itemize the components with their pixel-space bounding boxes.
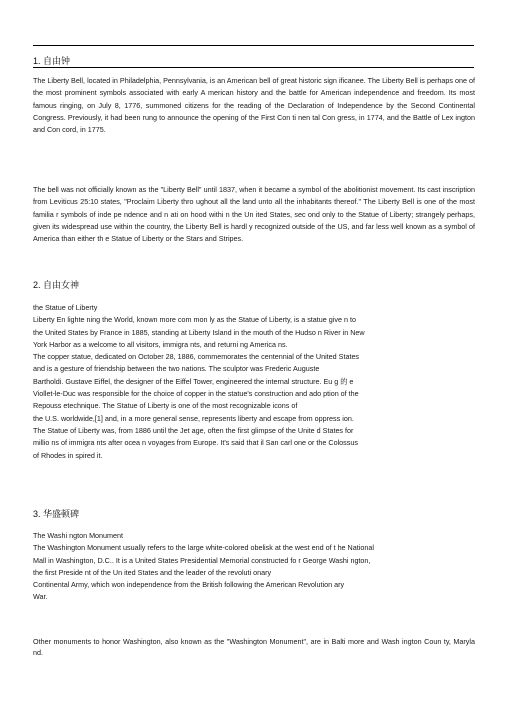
text-line: Repouss etechnique. The Statue of Liberty is one of the most recognizable icons of (33, 401, 298, 411)
section-washington-monument-text (33, 530, 475, 604)
text-line: Bartholdi. Gustave Eiffel, the designer of the Eiffel Tower, engineered the internal structure. Eu g 的 e (33, 376, 354, 386)
text-line: Continental Army, which won independence from the British following the American Revolution ary (33, 580, 345, 590)
text-line: The Statue of Liberty was, from 1886 until the Jet age, often the first glimpse of the Unite d States for (33, 425, 354, 435)
text-line: the United States by France in 1885, standing at Liberty Island in the mouth of the Hudso n River in New (33, 327, 365, 337)
text-line: York Harbor as a welcome to all visitors, immigra nts, and returni ng America ns. (33, 339, 288, 349)
text-line: of Rhodes in spired it. (33, 450, 103, 460)
text-line: and is a gesture of friendship between the two nations. The sculptor was Frederic Auguste (33, 364, 320, 374)
text-line: Mall in Washington, D.C.. It is a United States Presidential Memorial constructed fo r George Washi ngton, (33, 555, 371, 565)
text-line: the first Preside nt of the Un ited States and the leader of the revoluti onary (33, 567, 272, 577)
text-line: Viollet-le-Duc was responsible for the choice of copper in the statue's construction and ado ption of the (33, 389, 359, 399)
text-line: the Statue of Liberty (33, 303, 98, 312)
text-line: millio ns of immigra nts after ocea n voyages from Europe. It's said that il San carl one or the Colossus (33, 438, 358, 448)
paragraph-liberty-bell-1: The Liberty Bell, located in Philadelphia, Pennsylvania, is an American bell of great historic sign ificanee. The Liberty Bell is perhaps one of the most prominent symbols associated with early A merican history and the battle for American independence and freedom. Its most famous ringing, on July 8, 1776, summoned citizens for the reading of the Declaration of Independence by the Second Continental Congress. Previously, it had been rung to announce the opening of the First Con ti nen tal Con gress, in 1774, and the Battle of Lex ington and Con cord, in 1775. (33, 76, 475, 135)
section-heading-washington-monument: 3. 华盛顿碑 (33, 509, 80, 519)
text-line: the U.S. worldwide,[1] and, in a more general sense, represents liberty and escape from oppress ion. (33, 413, 354, 423)
top-rule (33, 45, 474, 46)
paragraph-other-monuments: Other monuments to honor Washington, also known as the "Washington Monument", are in Balti more and Wash ington Coun ty, Maryla nd. (33, 637, 475, 657)
text-line: The copper statue, dedicated on October 28, 1886, commemorates the centennial of the United States (33, 352, 360, 362)
heading-rule (33, 67, 474, 68)
text-line: Liberty En lighte ning the World, known more com mon ly as the Statue of Liberty, is a statue give n to (33, 315, 356, 325)
text-line: War. (33, 592, 48, 602)
text-line: The Washington Monument usually refers to the large white-colored obelisk at the west end of t he National (33, 543, 374, 553)
section-statue-of-liberty-text (33, 302, 475, 462)
paragraph-liberty-bell-2: The bell was not officially known as the "Liberty Bell" until 1837, when it became a symbol of the abolitionist movement. Its cast inscription from Leviticus 25:10 states, "Proclaim Liberty thro ughout all the land unto all the inhabitants thereof." The Liberty Bell is one of the most familia r symbols of inde pe ndence and n ati on hood withi n the Un ited States, sec ond only to the Statue of Liberty; strangely perhaps, given its widespread use within the country, the Liberty Bell is hardl y recognized outside of the US, and far less well known as a symbol of America than either th e Statue of Liberty or the Stars and Stripes. (33, 185, 475, 244)
section-heading-statue-of-liberty: 2. 自由女神 (33, 280, 80, 290)
section-heading-liberty-bell: 1. 自由钟 (33, 56, 71, 66)
text-line: The Washi ngton Monument (33, 531, 124, 540)
